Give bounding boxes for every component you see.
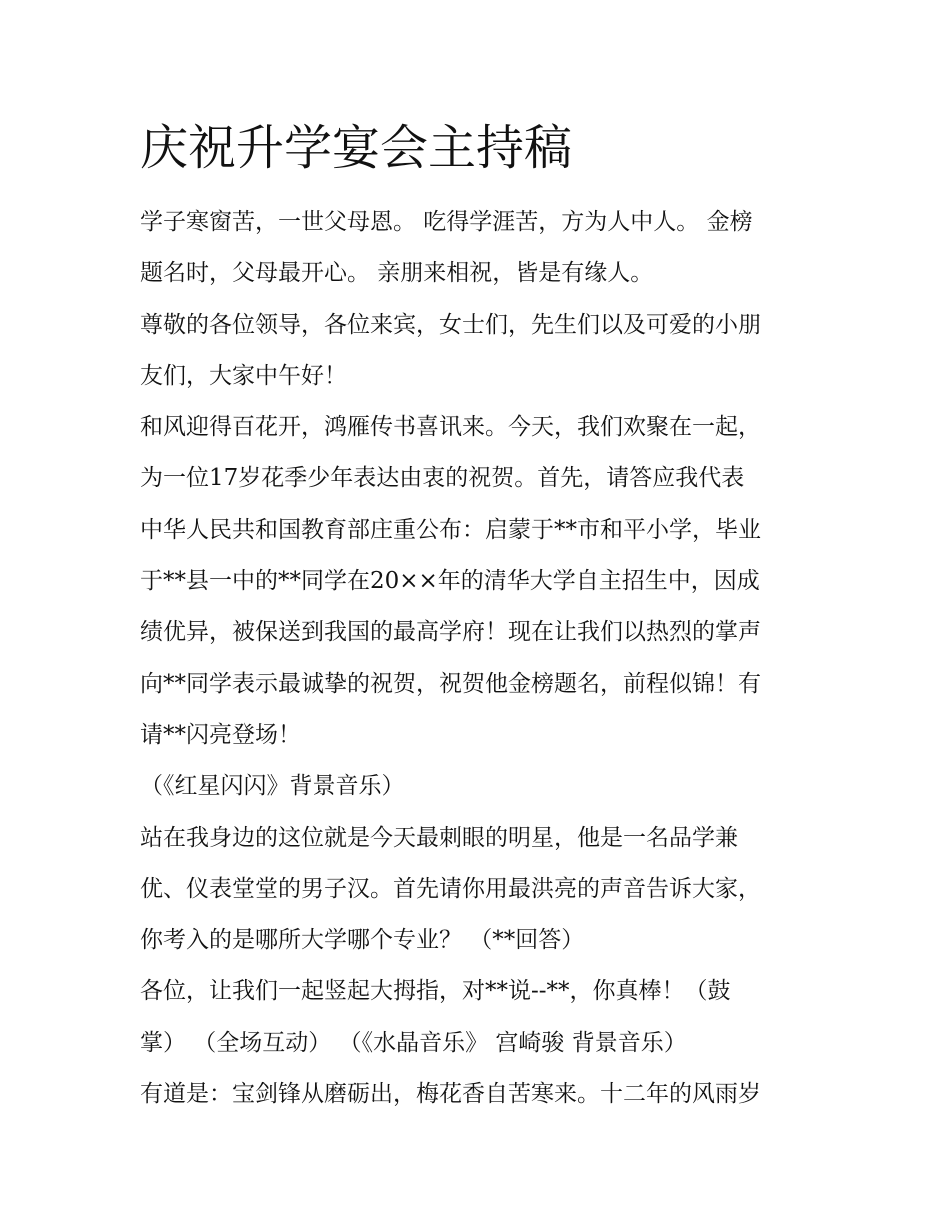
text-line: 掌） （全场互动） （《水晶音乐》 宫崎骏 背景音乐） (140, 1029, 687, 1056)
text-line: 有道是：宝剑锋从磨砺出，梅花香自苦寒来。十二年的风雨岁 (140, 1081, 761, 1108)
document-title: 庆祝升学宴会主持稿 (140, 120, 573, 176)
text-line: （《红星闪闪》背景音乐） (140, 773, 405, 800)
document-body (140, 197, 820, 1120)
text-line: 你考入的是哪所大学哪个专业？ （**回答） (140, 927, 585, 954)
text-line: 绩优异，被保送到我国的最高学府！现在让我们以热烈的掌声 (140, 619, 761, 646)
text-line: 题名时，父母最开心。 亲朋来相祝，皆是有缘人。 (140, 260, 654, 287)
text-line: 于**县一中的**同学在20××年的清华大学自主招生中，因成 (140, 568, 760, 595)
text-line: 学子寒窗苦，一世父母恩。 吃得学涯苦，方为人中人。 金榜 (140, 209, 753, 235)
text-line: 向**同学表示最诚挚的祝贺，祝贺他金榜题名，前程似锦！有 (140, 670, 761, 697)
text-line: 请**闪亮登场！ (140, 721, 301, 748)
text-line: 和风迎得百花开，鸿雁传书喜讯来。今天，我们欢聚在一起， (140, 414, 761, 441)
text-line: 尊敬的各位领导，各位来宾，女士们，先生们以及可爱的小朋 (140, 311, 761, 338)
text-line: 优、仪表堂堂的男子汉。首先请你用最洪亮的声音告诉大家， (140, 875, 761, 902)
text-line: 为一位17岁花季少年表达由衷的祝贺。首先，请答应我代表 (140, 465, 745, 492)
text-line: 站在我身边的这位就是今天最刺眼的明星，他是一名品学兼 (140, 824, 738, 851)
text-line: 各位，让我们一起竖起大拇指，对**说--**，你真棒！（鼓 (140, 978, 731, 1005)
text-line: 友们，大家中午好！ (140, 362, 347, 389)
text-line: 中华人民共和国教育部庄重公布：启蒙于**市和平小学，毕业 (140, 516, 761, 543)
